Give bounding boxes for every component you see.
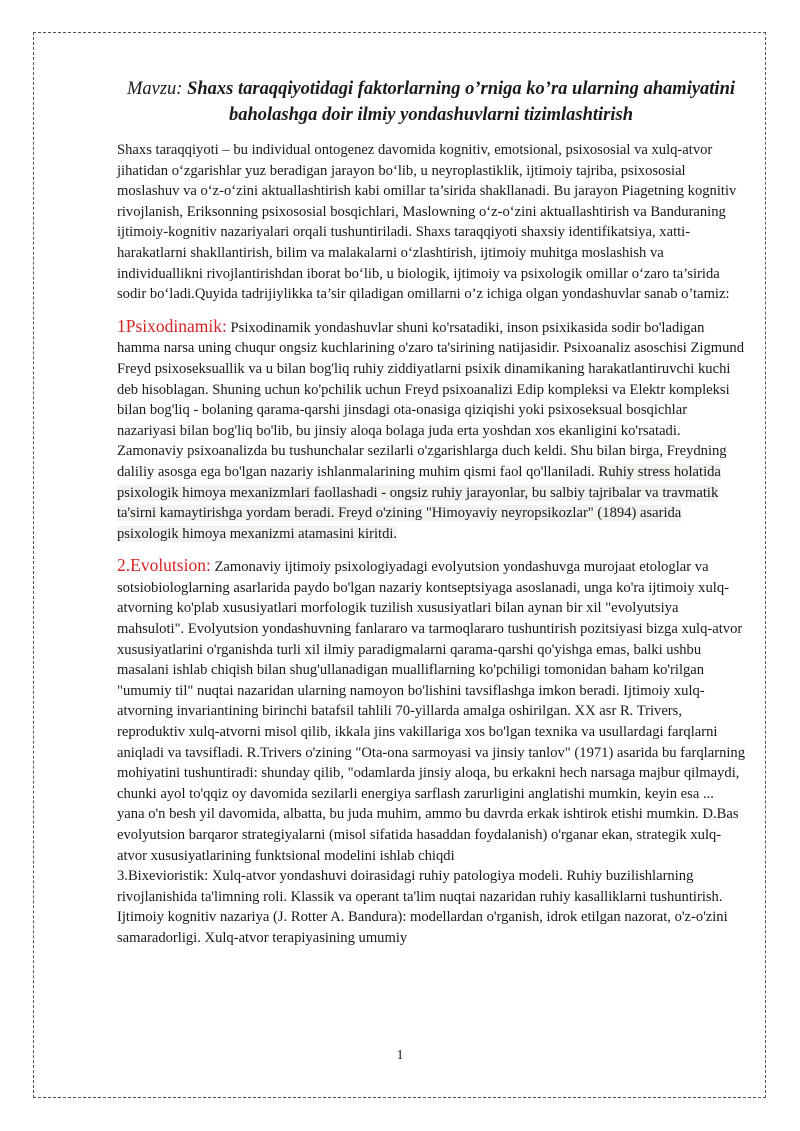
section-behavioral: 3.Bixevioristik: Xulq-atvor yondashuvi doirasidagi ruhiy patologiya modeli. Ruhiy buzilishlarning rivojlanishida ta'limning roli. Klassik va operant ta'lim nuqtai nazaridan ruhiy kasalliklarni tushuntirish. Ijtimoiy kognitiv nazariya (J. Rotter A. Bandura): modellardan o'rganish, idrok etilgan nazorat, o'z-o'zini samaradorligi. Xulq-atvor terapiyasining umumiy: [117, 868, 728, 946]
page-number: 1: [396, 1048, 404, 1063]
intro-paragraph: Shaxs taraqqiyoti – bu individual ontogenez davomida kognitiv, emotsional, psixososial va xulq-atvor jihatidan o‘zgarishlar yuz beradigan jarayon bo‘lib, u neyroplastiklik, ijtimoiy tajriba, psixososial moslashuv va o‘z-o‘zini aktuallashtirish kabi omillar ta’sirida shakllanadi. Bu jarayon Piagetning kognitiv rivojlanish, Eriksonning psixososial bosqichlari, Maslowning o‘z-o‘zini aktuallashtirish va Banduraning ijtimoiy-kognitiv nazariyalari orqali tushuntiriladi. Shaxs taraqqiyoti shaxsiy identifikatsiya, xatti-harakatlarni shakllantirish, bilim va malakalarni o‘zlashtirish, ijtimoiy muhitga moslashish va individuallikni rivojlantirishdan iborat bo‘lib, u biologik, ijtimoiy va psixologik omillar o‘zaro ta’sirida sodir bo‘ladi.Quyida tadrijiylikka ta’sir qiladigan omillarni o’z ichiga olgan yondashuvlar sanab o’tamiz:: [117, 142, 737, 303]
section-text-evolutionary: Zamonaviy ijtimoiy psixologiyadagi evolyutsion yondashuvga murojaat etologlar va sotsiobiologlarning asarlarida paydo bo'lgan nazariy kontseptsiyaga asoslanadi, unga ko'ra ijtimoiy xulq-atvorning ko'plab xususiyatlari morfologik tuzilish xususiyatlari bilan aynan bir xil "evolyutsiya mahsuloti". Evolyutsion yondashuvning fanlararo va tarmoqlararo tushuntirish pozitsiyasi bizga xulq-atvor xususiyatlarini o'rganishda turli xil ilmiy paradigmalarni qarama-qarshi qo'yishga emas, balki ushbu masalani ishlab chiqish bilan shug'ullanadigan mualliflarning ko'pchiligi tomonidan baham ko'rilgan "umumiy til" nuqtai nazaridan ularning namoyon bo'lishini tavsiflashga imkon beradi. Ijtimoiy xulq-atvorning invariantining birinchi batafsil tahlili 70-yillarda amalga oshirilgan. XX asr R. Trivers, reproduktiv xulq-atvorni misol qilib, ikkala jins vakillariga xos bo'lgan texnika va usullardagi farqlarni aniqladi va tavsifladi. R.Trivers o'zining "Ota-ona sarmoyasi va jinsiy tanlov" (1971) asarida bu farqlarning mohiyatini tushuntiradi: shunday qilib, "odamlarda jinsiy aloqa, bu erkakni hech narsaga majbur qilmaydi, chunki ayol to'qqiz oy davomida sezilarli energiya sarflash zarurligini anglatishi mumkin, keyin esa ... yana o'n besh yil davomida, albatta, bu juda muhim, ammo bu davrda erkak ishtirok etishi mumkin. D.Bas evolyutsion barqaror strategiyalarni (misol sifatida hasaddan foydalanish) o'rganar ekan, strategik xulq-atvor xususiyatlarining funktsional modelini ishlab chiqdi: [117, 559, 746, 864]
highlighted-text-psychodynamic: Ruhiy stress holatida psixologik himoya mexanizmlari faollashadi - ongsiz ruhiy jarayonlar, bu salbiy tajribalar va travmatik ta'sirni kamaytirishga yordam beradi. Freyd o'zining "Himoyaviy neyropsikozlar" (1894) asarida psixologik himoya mexanizmi atamasini kiritdi.: [117, 463, 721, 542]
section-text-psychodynamic: Psixodinamik yondashuvlar shuni ko'rsatadiki, inson psixikasida sodir bo'ladigan hamma narsa uning chuqur ongsiz kuchlarining o'zaro ta'sirining natijasidir. Psixoanaliz asoschisi Zigmund Freyd psixoseksuallik va u bilan bog'liq ruhiy ziddiyatlarni psixik dinamikaning harakatlantiruvchi kuchi deb hisoblagan. Shuning uchun ko'pchilik uchun Freyd psixoanalizi Edip kompleksi va Elektr kompleksi bilan bog'liq - bolaning qarama-qarshi jinsdagi ota-onasiga qiziqishi yoki psixoseksual bosqichlar nazariyasi bilan bog'liq bo'lib, bu jinsiy aloqa bolaga juda erta yoshdan xos ekanligini ko'rsatadi. Zamonaviy psixoanalizda bu tushunchalar sezilarli o'zgarishlarga duch keldi. Shu bilan birga, Freydning daliliy asosga ega bo'lgan nazariy ishlanmalarining muhim qismi faol qo'llaniladi.: [117, 319, 744, 480]
document-body: [117, 76, 745, 949]
section-psychodynamic: [117, 316, 745, 545]
title-prefix: Mavzu:: [126, 79, 183, 99]
title-main: Shaxs taraqqiyotidagi faktorlarning o’rniga ko’ra ularning ahamiyatini baholashga doir ilmiy yondashuvlarni tizimlashtirish: [187, 79, 736, 125]
section-heading-psychodynamic: 1Psixodinamik:: [117, 315, 227, 336]
section-evolutionary: [117, 555, 745, 866]
document-title: [117, 76, 745, 128]
section-heading-evolutionary: 2.Evolutsion:: [117, 555, 211, 576]
